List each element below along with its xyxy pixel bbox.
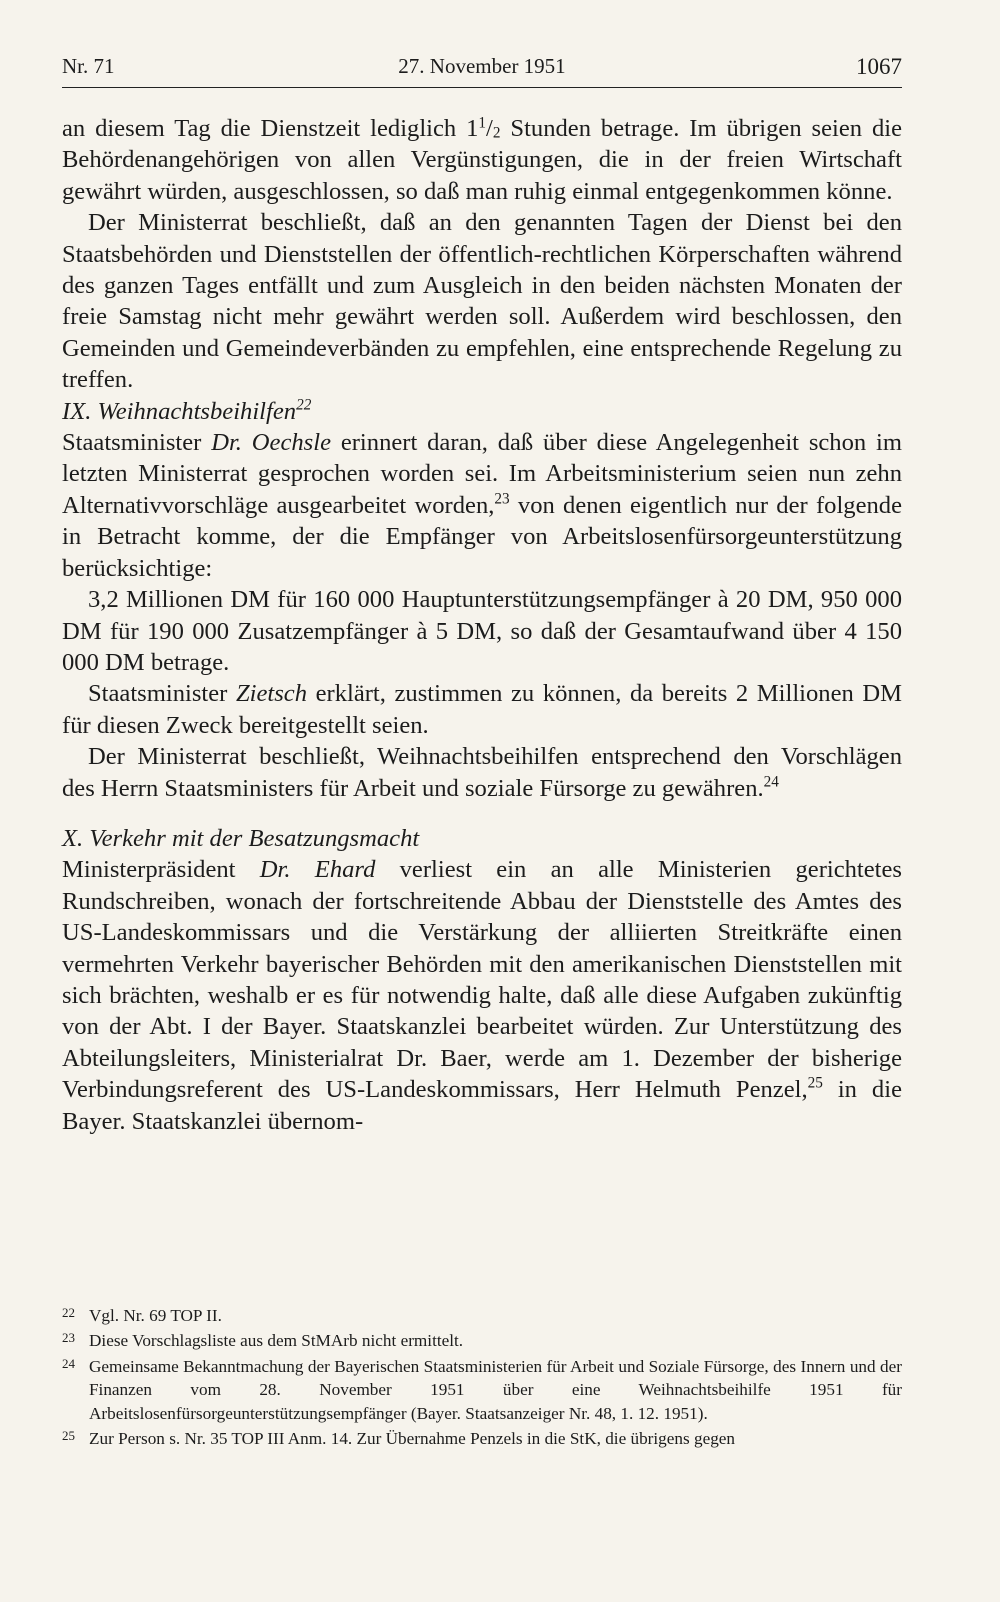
header-rule: [62, 87, 902, 88]
footnote: [62, 1355, 902, 1425]
footnote-number: 22: [62, 1305, 75, 1320]
footnote-number: 24: [62, 1355, 75, 1371]
meeting-date: 27. November 1951: [398, 54, 566, 78]
footnote: [62, 1427, 902, 1450]
paragraph-resolution: Der Ministerrat beschließt, daß an den genannten Tagen der Dienst bei den Staatsbehörden und Dienststellen der öffentlich-rechtlichen Körperschaften während des ganzen Tages entfällt und zum Ausgleich in den beiden nächsten Monaten der freie Samstag nicht mehr gewährt werden soll. Außerdem wird beschlossen, den Gemeinden und Gemeindeverbänden zu empfehlen, eine entsprechende Regelung zu treffen.: [62, 209, 902, 394]
footnote: [62, 1329, 902, 1352]
paragraph-ehard: Ministerpräsident Dr. Ehard verliest ein an alle Ministerien gerichtetes Rundschreiben, wonach der fortschreitende Abbau der Dienststelle des Amtes des US-Landeskommissars und die Verstärkung der alliierten Streitkräfte einen vermehrten Verkehr bayerischer Behörden mit den amerikanischen Dienststellen mit sich brächten, weshalb er es für notwendig halte, daß alle diese Aufgaben zukünftig von der Abt. I der Bayer. Staatskanzlei bearbeitet würden. Zur Unterstützung des Abteilungsleiters, Ministerialrat Dr. Baer, werde am 1. Dezember der bisherige Verbindungsreferent des US-Landeskommissars, Herr Helmuth Penzel,$^{25}$ in die Bayer. Staatskanzlei übernom-: [62, 856, 902, 1135]
footnote-text: Vgl. Nr. 69 TOP II.: [89, 1306, 222, 1325]
section-heading-ix: IX. Weihnachtsbeihilfen$^{22}$: [62, 396, 312, 425]
speaker-name: Ehard: [314, 856, 376, 884]
speaker-name: Oechsle: [251, 429, 331, 457]
footnote-ref-22[interactable]: 22: [296, 396, 312, 414]
footnote-text: Zur Person s. Nr. 35 TOP III Anm. 14. Zur Übernahme Penzels in die StK, die übrigens gegen: [89, 1429, 736, 1449]
footnotes: [62, 1304, 902, 1452]
paragraph-oechsle: Staatsminister Dr. Oechsle erinnert daran, daß über diese Angelegenheit schon im letzten Ministerrat gesprochen worden sei. Im Arbeitsministerium seien nun zehn Alternativvorschläge ausgearbeitet worden,$^{23}$ von denen eigentlich nur der folgende in Betracht komme, der die Empfänger von Arbeitslosenfürsorgeunterstützung berücksichtige:: [62, 429, 902, 582]
footnote-number: 25: [62, 1428, 75, 1444]
footnote-ref-25[interactable]: 25: [807, 1074, 823, 1092]
fraction-half: $^1/_2$: [478, 114, 501, 142]
speaker-title: Dr.: [211, 429, 242, 457]
page-number: 1067: [856, 54, 902, 79]
speaker-name: Zietsch: [235, 680, 307, 708]
footnote-text: Gemeinsame Bekanntmachung der Bayerischen Staatsministerien für Arbeit und Soziale Fürsorge, des Innern und der Finanzen vom 28. November 1951 über eine Weihnachtsbeihilfe 1951 für Arbeitslosenfürsorgeunterstützungsempfänger (Bayer. Staatsanzeiger Nr. 48, 1. 12. 1951).: [89, 1356, 902, 1423]
paragraph-figures: 3,2 Millionen DM für 160 000 Hauptunterstützungsempfänger à 20 DM, 950 000 DM für 190 000 Zusatzempfänger à 5 DM, so daß der Gesamtaufwand über 4 150 000 DM betrage.: [62, 586, 902, 676]
footnote-text: Diese Vorschlagsliste aus dem StMArb nicht ermittelt.: [89, 1331, 464, 1351]
issue-number: Nr. 71: [62, 54, 115, 78]
footnote-ref-24[interactable]: 24: [763, 773, 779, 791]
running-header: [62, 54, 902, 84]
paragraph-continuation: an diesem Tag die Dienstzeit lediglich $1^1/_2$ Stunden betrage. Im übrigen seien die Behördenangehörigen von allen Vergünstigungen, die in der freien Wirtschaft gewährt würden, ausgeschlossen, so daß man ruhig einmal entgegenkommen könne.: [62, 114, 902, 205]
paragraph-zietsch: Staatsminister Zietsch erklärt, zustimmen zu können, da bereits 2 Millionen DM für diesen Zweck bereitgestellt seien.: [62, 680, 903, 739]
speaker-title: Dr.: [259, 856, 291, 884]
footnote: [62, 1304, 902, 1327]
section-heading-x: X. Verkehr mit der Besatzungsmacht: [62, 824, 420, 852]
footnote-number: 23: [62, 1330, 75, 1346]
footnote-ref-23[interactable]: 23: [494, 490, 510, 508]
main-text: [62, 113, 902, 1137]
paragraph-decision: Der Ministerrat beschließt, Weihnachtsbeihilfen entsprechend den Vorschlägen des Herrn Staatsministers für Arbeit und soziale Fürsorge zu gewähren.$^{24}$: [62, 743, 902, 802]
